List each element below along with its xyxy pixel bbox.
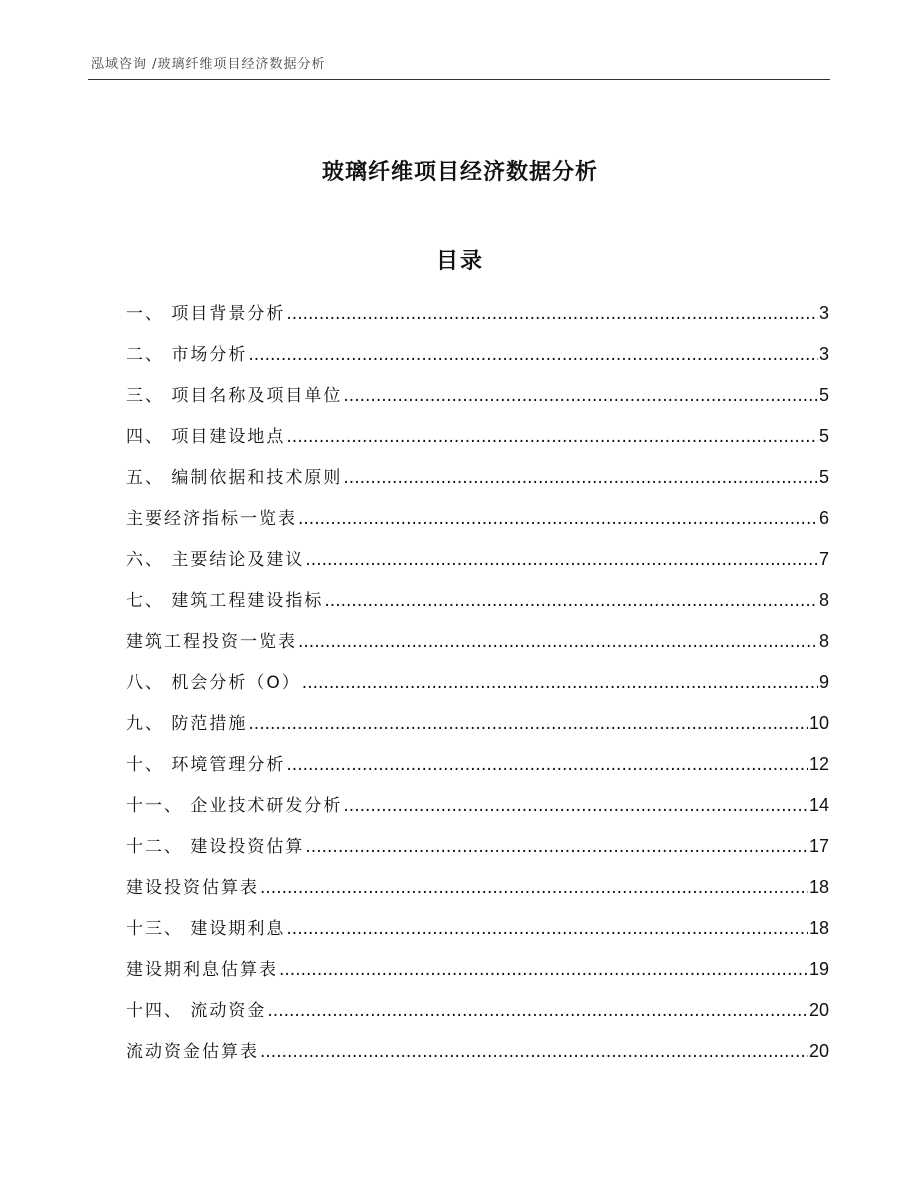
toc-page-number: 14 [808, 795, 829, 815]
toc-entry[interactable] [126, 587, 829, 628]
header-divider [88, 79, 830, 80]
toc-entry-title: 五、 编制依据和技术原则 [126, 468, 343, 488]
toc-dot-leader [248, 342, 818, 368]
document-title: 玻璃纤维项目经济数据分析 [321, 160, 598, 185]
toc-entry-title: 建设期利息估算表 [126, 960, 278, 980]
toc-entry-title: 八、 机会分析（O） [126, 673, 301, 693]
toc-entry[interactable] [126, 505, 829, 546]
toc-page-number: 12 [808, 754, 829, 774]
toc-entry-title: 主要经济指标一览表 [126, 509, 297, 529]
toc-entry[interactable] [126, 915, 829, 956]
toc-entry[interactable] [126, 1038, 829, 1079]
toc-entry[interactable] [126, 792, 829, 833]
toc-dot-leader [260, 875, 808, 901]
toc-page-number: 3 [818, 303, 829, 323]
toc-entry[interactable] [126, 300, 829, 341]
toc-heading: 目录 [435, 249, 484, 274]
toc-entry-title: 一、 项目背景分析 [126, 304, 286, 324]
toc-entry[interactable] [126, 956, 829, 997]
toc-dot-leader [324, 588, 818, 614]
toc-entry-title: 十、 环境管理分析 [126, 755, 286, 775]
toc-entry-title: 九、 防范措施 [126, 714, 248, 734]
toc-entry[interactable] [126, 382, 829, 423]
toc-dot-leader [298, 629, 818, 655]
toc-page-number: 6 [818, 508, 829, 528]
toc-dot-leader [343, 793, 808, 819]
toc-entry[interactable] [126, 997, 829, 1038]
toc-page-number: 10 [808, 713, 829, 733]
toc-page-number: 7 [818, 549, 829, 569]
toc-page-number: 18 [808, 918, 829, 938]
toc-page-number: 19 [808, 959, 829, 979]
toc-page-number: 8 [818, 590, 829, 610]
toc-page-number: 18 [808, 877, 829, 897]
toc-page-number: 5 [818, 426, 829, 446]
toc-dot-leader [260, 1039, 808, 1065]
toc-entry-title: 建设投资估算表 [126, 878, 259, 898]
toc-entry-title: 二、 市场分析 [126, 345, 248, 365]
toc-dot-leader [343, 383, 818, 409]
toc-dot-leader [305, 834, 808, 860]
running-header: 泓域咨询 /玻璃纤维项目经济数据分析 [91, 57, 326, 72]
toc-page-number: 17 [808, 836, 829, 856]
toc-entry-title: 三、 项目名称及项目单位 [126, 386, 343, 406]
toc-entry-title: 建筑工程投资一览表 [126, 632, 297, 652]
toc-entry[interactable] [126, 423, 829, 464]
toc-entry[interactable] [126, 710, 829, 751]
toc-entry-title: 七、 建筑工程建设指标 [126, 591, 324, 611]
toc-entry[interactable] [126, 464, 829, 505]
toc-page-number: 5 [818, 467, 829, 487]
toc-dot-leader [305, 547, 818, 573]
toc-dot-leader [343, 465, 818, 491]
toc-entry[interactable] [126, 833, 829, 874]
toc-entry-title: 十三、 建设期利息 [126, 919, 286, 939]
toc-entry-title: 十四、 流动资金 [126, 1001, 267, 1021]
toc-entry[interactable] [126, 341, 829, 382]
toc-dot-leader [286, 424, 818, 450]
toc-dot-leader [267, 998, 808, 1024]
toc-page-number: 8 [818, 631, 829, 651]
table-of-contents [126, 300, 829, 1079]
toc-entry-title: 十一、 企业技术研发分析 [126, 796, 343, 816]
toc-dot-leader [286, 752, 808, 778]
toc-page-number: 5 [818, 385, 829, 405]
toc-entry[interactable] [126, 669, 829, 710]
toc-page-number: 9 [818, 672, 829, 692]
toc-entry-title: 六、 主要结论及建议 [126, 550, 305, 570]
toc-page-number: 20 [808, 1000, 829, 1020]
toc-page-number: 3 [818, 344, 829, 364]
toc-dot-leader [279, 957, 808, 983]
toc-dot-leader [298, 506, 818, 532]
toc-entry-title: 十二、 建设投资估算 [126, 837, 305, 857]
toc-entry-title: 流动资金估算表 [126, 1042, 259, 1062]
toc-entry[interactable] [126, 628, 829, 669]
toc-entry[interactable] [126, 874, 829, 915]
toc-page-number: 20 [808, 1041, 829, 1061]
toc-dot-leader [286, 916, 808, 942]
toc-entry[interactable] [126, 546, 829, 587]
toc-entry-title: 四、 项目建设地点 [126, 427, 286, 447]
toc-dot-leader [248, 711, 808, 737]
toc-dot-leader [302, 670, 818, 696]
toc-dot-leader [286, 301, 818, 327]
toc-entry[interactable] [126, 751, 829, 792]
